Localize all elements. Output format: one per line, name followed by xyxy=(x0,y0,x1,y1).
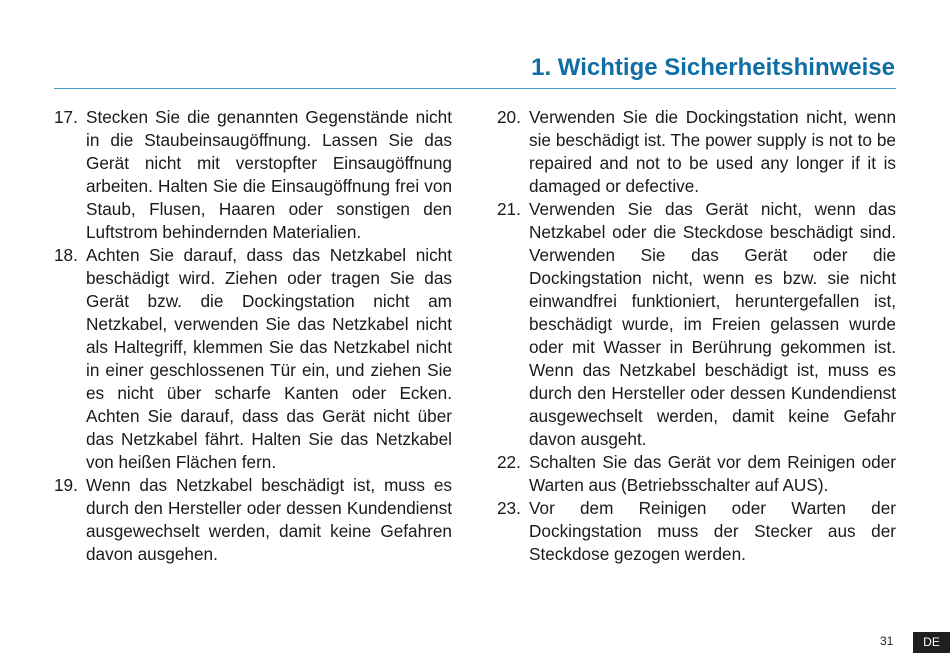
item-text: Wenn das Netzkabel beschädigt ist, muss es durch den Hersteller oder dessen Kundendienst ausgewechselt werden, damit keine Gefahren davon ausgehen. xyxy=(86,475,452,564)
item-number: 18. xyxy=(54,245,78,265)
list-item xyxy=(497,198,896,451)
list-item xyxy=(497,451,896,497)
page-title: 1. Wichtige Sicherheitshinweise xyxy=(531,54,895,81)
item-number: 22. xyxy=(497,452,521,472)
list-item xyxy=(497,106,896,198)
list-item xyxy=(497,497,896,566)
list-item xyxy=(54,474,452,566)
item-number: 19. xyxy=(54,475,78,495)
list-item xyxy=(54,244,452,474)
page-number: 31 xyxy=(880,634,894,648)
right-column xyxy=(497,106,896,566)
language-badge: DE xyxy=(913,632,950,653)
list-item xyxy=(54,106,452,244)
title-divider xyxy=(54,88,896,89)
item-number: 21. xyxy=(497,199,521,219)
item-text: Stecken Sie die genannten Gegenstände nicht in die Staubeinsaugöffnung. Lassen Sie das Gerät nicht mit verstopfter Einsaugöffnung arbeiten. Halten Sie die Einsaugöffnung frei von Staub, Flusen, Haaren oder sonstigen den Luftstrom behindernden Materialien. xyxy=(86,107,452,242)
item-number: 23. xyxy=(497,498,521,518)
item-text: Vor dem Reinigen oder Warten der Dockingstation muss der Stecker aus der Steckdose gezogen werden. xyxy=(529,498,896,564)
item-number: 17. xyxy=(54,107,78,127)
item-text: Verwenden Sie das Gerät nicht, wenn das Netzkabel oder die Steckdose beschädigt sind. Verwenden Sie das Gerät oder die Dockingstation nicht, wenn es bzw. sie nicht einwandfrei funktioniert, heruntergefallen ist, beschädigt wurde, im Freien gelassen wurde oder mit Wasser in Berührung gekommen ist. Wenn das Netzkabel beschädigt ist, muss es durch den Hersteller oder dessen Kundendienst ausgewechselt werden, damit keine Gefahr davon ausgeht. xyxy=(529,199,896,449)
item-number: 20. xyxy=(497,107,521,127)
left-column xyxy=(54,106,452,566)
item-text: Achten Sie darauf, dass das Netzkabel nicht beschädigt wird. Ziehen oder tragen Sie das Gerät bzw. die Dockingstation nicht am Netzkabel, verwenden Sie das Netzkabel nicht als Haltegriff, klemmen Sie das Netzkabel nicht in einer geschlossenen Tür ein, und ziehen Sie es nicht über scharfe Kanten oder Ecken. Achten Sie darauf, dass das Gerät nicht über das Netzkabel fährt. Halten Sie das Netzkabel von heißen Flächen fern. xyxy=(86,245,452,472)
item-text: Schalten Sie das Gerät vor dem Reinigen oder Warten aus (Betriebsschalter auf AUS). xyxy=(529,452,896,495)
item-text: Verwenden Sie die Dockingstation nicht, wenn sie beschädigt ist. The power supply is not to be repaired and not to be used any longer if it is damaged or defective. xyxy=(529,107,896,196)
